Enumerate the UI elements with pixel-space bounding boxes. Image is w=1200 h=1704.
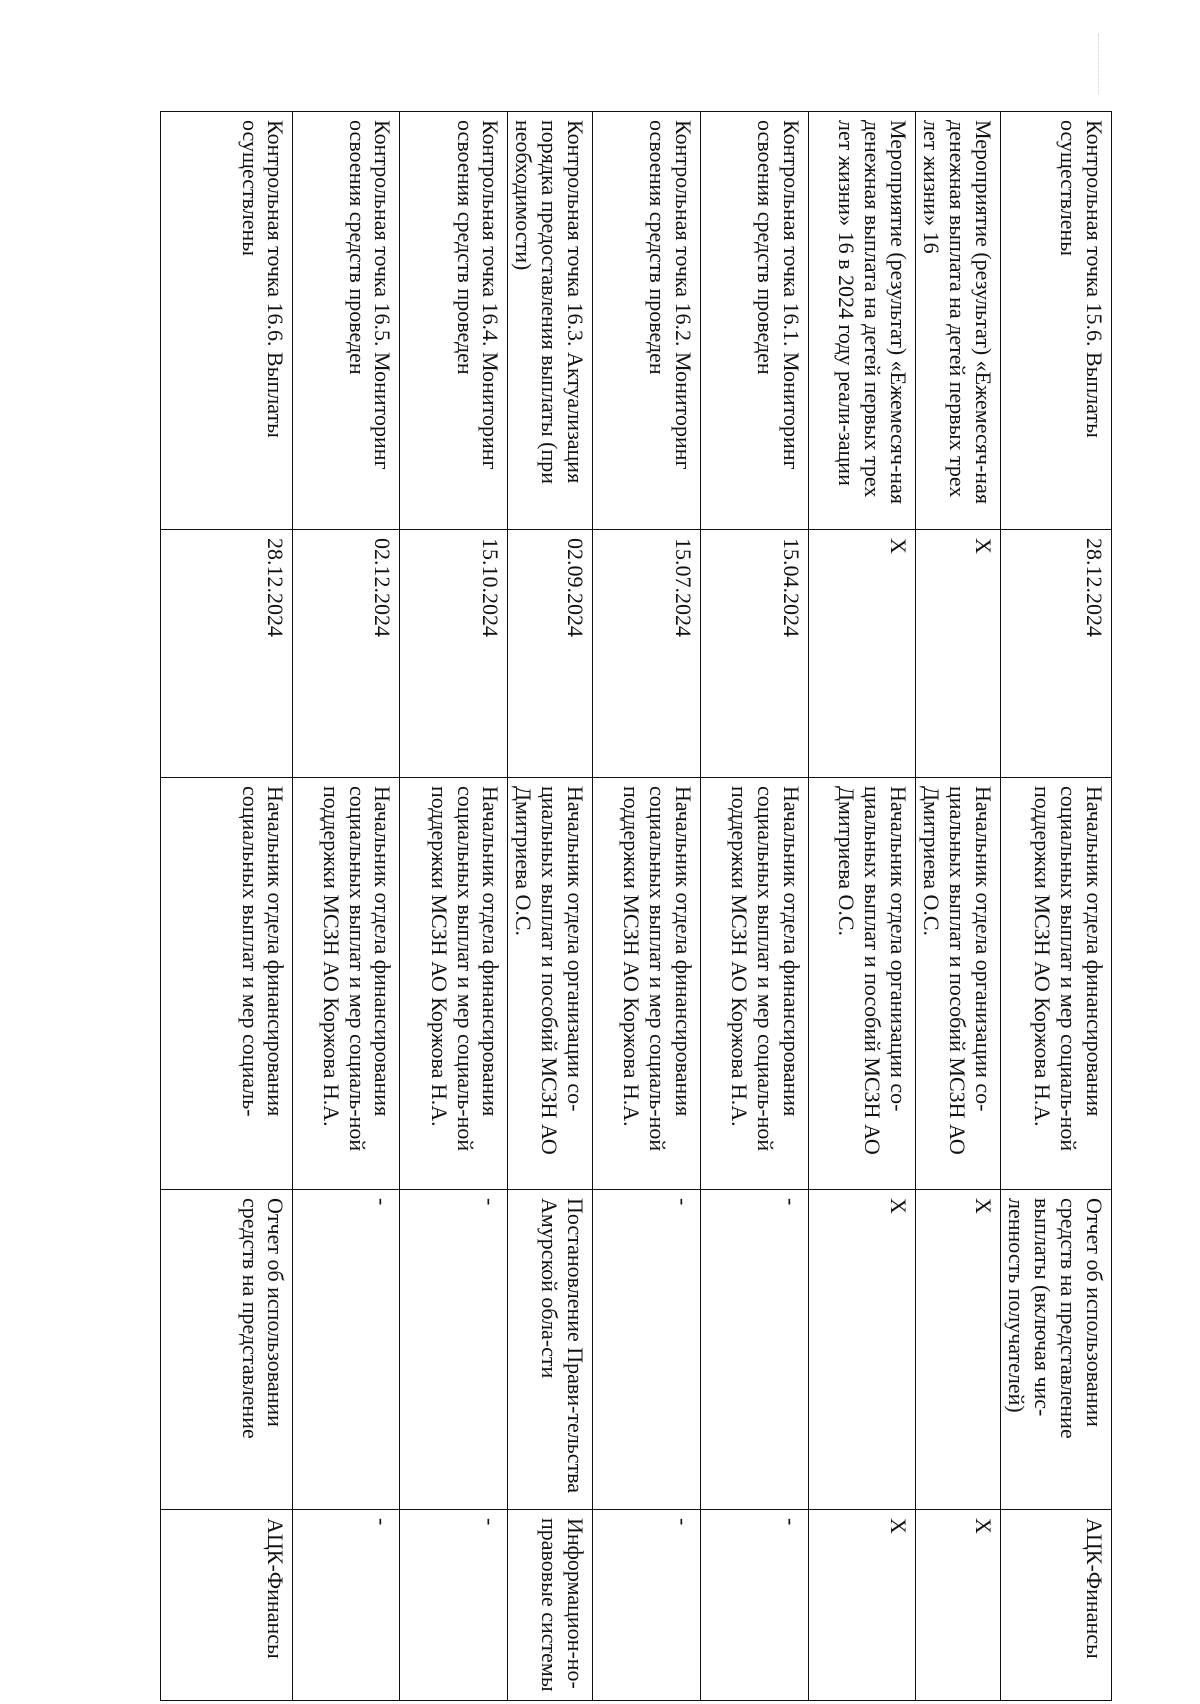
responsible-cell: Начальник отдела финансирования социальных выплат и мер социаль-ной поддержки МСЗН АО Коржова Н.А. (1001, 778, 1112, 1190)
responsible-cell: Начальник отдела финансирования социальных выплат и мер социаль-ной поддержки МСЗН АО Коржова Н.А. (293, 778, 400, 1190)
event-cell: Контрольная точка 16.6. Выплаты осуществлены (161, 112, 293, 530)
document-cell: Х (809, 1190, 916, 1510)
event-cell: Мероприятие (результат) «Ежемесяч-ная денежная выплата на детей первых трех лет жизни» 16 (916, 112, 1001, 530)
responsible-cell: Начальник отдела организации со-циальных выплат и пособий МСЗН АО Дмитриева О.С. (916, 778, 1001, 1190)
system-cell: Информацион-но-правовые системы (508, 1510, 593, 1701)
responsible-cell: Начальник отдела финансирования социальных выплат и мер социаль-ной поддержки МСЗН АО Коржова Н.А. (593, 778, 701, 1190)
document-cell: - (293, 1190, 400, 1510)
event-cell: Контрольная точка 16.5. Мониторинг освоения средств проведен (293, 112, 400, 530)
system-cell: - (400, 1510, 508, 1701)
responsible-cell: Начальник отдела финансирования социальных выплат и мер социаль-ной поддержки МСЗН АО Коржова Н.А. (400, 778, 508, 1190)
date-cell: Х (916, 530, 1001, 778)
system-cell: - (701, 1510, 809, 1701)
system-cell: Х (809, 1510, 916, 1701)
document-cell: Отчет об использовании средств на представление выплаты (включая чис-ленность получателей) (1001, 1190, 1112, 1510)
responsible-cell: Начальник отдела финансирования социальных выплат и мер социаль- (161, 778, 293, 1190)
document-cell: - (701, 1190, 809, 1510)
table-row (593, 112, 701, 1701)
table-row (809, 112, 916, 1701)
table-row (508, 112, 593, 1701)
table-row (161, 112, 293, 1701)
date-cell: 28.12.2024 (1001, 530, 1112, 778)
date-cell: 28.12.2024 (161, 530, 293, 778)
date-cell: Х (809, 530, 916, 778)
document-cell: - (400, 1190, 508, 1510)
table-row (701, 112, 809, 1701)
responsible-cell: Начальник отдела финансирования социальных выплат и мер социаль-ной поддержки МСЗН АО Коржова Н.А. (701, 778, 809, 1190)
event-cell: Контрольная точка 16.1. Мониторинг освоения средств проведен (701, 112, 809, 530)
event-cell: Мероприятие (результат) «Ежемесяч-ная денежная выплата на детей первых трех лет жизни» 16 в 2024 году реали-зации (809, 112, 916, 530)
scan-artifact (1098, 34, 1107, 94)
table-row (1001, 112, 1112, 1701)
event-cell: Контрольная точка 16.2. Мониторинг освоения средств проведен (593, 112, 701, 530)
document-cell: Отчет об использовании средств на представление (161, 1190, 293, 1510)
table-row (400, 112, 508, 1701)
document-cell: Х (916, 1190, 1001, 1510)
responsible-cell: Начальник отдела организации со-циальных выплат и пособий МСЗН АО Дмитриева О.С. (508, 778, 593, 1190)
event-cell: Контрольная точка 16.3. Актуализация порядка предоставления выплаты (при необходимости) (508, 112, 593, 530)
table-row (916, 112, 1001, 1701)
document-cell: - (593, 1190, 701, 1510)
plan-table (160, 111, 1112, 1701)
event-cell: Контрольная точка 15.6. Выплаты осуществлены (1001, 112, 1112, 530)
rotated-page (172, 111, 1112, 1700)
date-cell: 02.12.2024 (293, 530, 400, 778)
date-cell: 15.04.2024 (701, 530, 809, 778)
system-cell: АЦК-Финансы (161, 1510, 293, 1701)
system-cell: - (293, 1510, 400, 1701)
table-row (293, 112, 400, 1701)
date-cell: 02.09.2024 (508, 530, 593, 778)
event-cell: Контрольная точка 16.4. Мониторинг освоения средств проведен (400, 112, 508, 530)
responsible-cell: Начальник отдела организации со-циальных выплат и пособий МСЗН АО Дмитриева О.С. (809, 778, 916, 1190)
system-cell: АЦК-Финансы (1001, 1510, 1112, 1701)
date-cell: 15.10.2024 (400, 530, 508, 778)
date-cell: 15.07.2024 (593, 530, 701, 778)
document-cell: Постановление Прави-тельства Амурской обла-сти (508, 1190, 593, 1510)
system-cell: Х (916, 1510, 1001, 1701)
system-cell: - (593, 1510, 701, 1701)
